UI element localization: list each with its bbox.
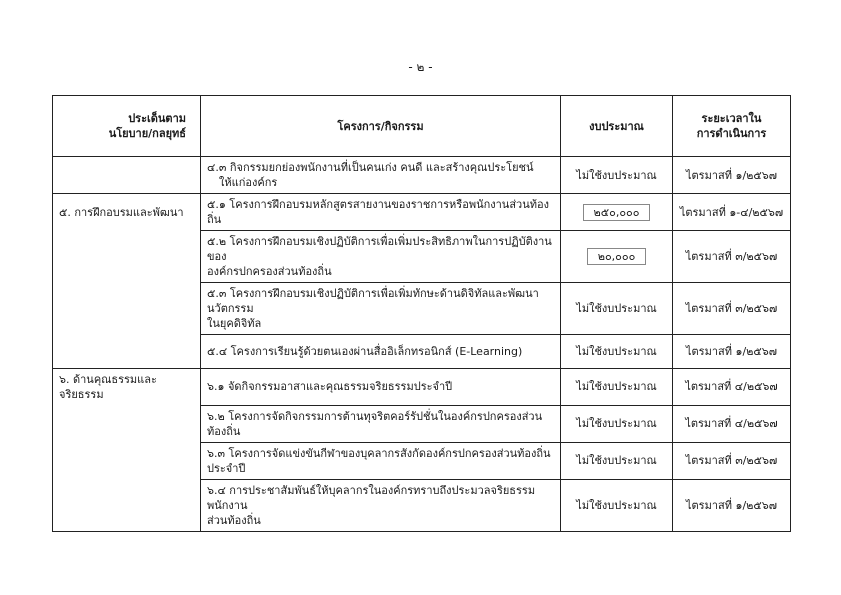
table-row [53, 283, 791, 335]
policy-cell [53, 157, 201, 194]
period-value: ไตรมาสที่ ๓/๒๕๖๗ [685, 302, 778, 315]
period-value: ไตรมาสที่ ๓/๒๕๖๗ [685, 250, 778, 263]
policy-cell: ๕. การฝึกอบรมและพัฒนา [53, 194, 201, 231]
policy-cell [53, 283, 201, 335]
budget-cell [561, 369, 673, 406]
project-cell [201, 369, 561, 406]
project-cell [201, 479, 561, 531]
table-row [53, 405, 791, 442]
page-number: - ๒ - [408, 60, 433, 74]
table-row [53, 442, 791, 479]
period-cell [673, 405, 791, 442]
budget-value: ไม่ใช้งบประมาณ [576, 345, 657, 358]
table-row [53, 369, 791, 406]
header-period: ระยะเวลาใน การดำเนินการ [673, 96, 791, 157]
project-text: ๔.๓ กิจกรรมยกย่องพนักงานที่เป็นคนเก่ง คนดี และสร้างคุณประโยชน์ [207, 161, 534, 174]
period-cell [673, 369, 791, 406]
budget-cell [561, 194, 673, 231]
plan-table [52, 95, 791, 532]
project-text: ๖.๔ การประชาสัมพันธ์ให้บุคลากรในองค์กรทราบถึงประมวลจริยธรรมพนักงาน [207, 483, 536, 512]
period-value: ไตรมาสที่ ๔/๒๕๖๗ [685, 380, 778, 394]
table-row [53, 479, 791, 531]
budget-value: ไม่ใช้งบประมาณ [576, 302, 657, 315]
project-cell [201, 335, 561, 369]
budget-cell [561, 442, 673, 479]
project-text: ๖.๒ โครงการจัดกิจกรรมการต้านทุจริตคอร์รัปชั่นในองค์กรปกครองส่วนท้องถิ่น [207, 409, 543, 438]
table-header-row [53, 96, 791, 157]
budget-value: ไม่ใช้งบประมาณ [576, 168, 657, 182]
budget-cell [561, 335, 673, 369]
budget-cell [561, 283, 673, 335]
budget-cell [561, 405, 673, 442]
policy-cell [53, 442, 201, 479]
project-cell [201, 283, 561, 335]
period-value: ไตรมาสที่ ๓/๒๕๖๗ [685, 454, 778, 467]
table-row [53, 194, 791, 231]
period-cell [673, 479, 791, 531]
period-value: ไตรมาสที่ ๑/๒๕๖๗ [686, 345, 777, 358]
project-text: ๖.๓ โครงการจัดแข่งขันกีฬาของบุคลากรสังกัดองค์กรปกครองส่วนท้องถิ่นประจำปี [207, 446, 551, 475]
period-cell [673, 283, 791, 335]
budget-cell [561, 231, 673, 283]
period-cell [673, 335, 791, 369]
budget-value: ๒๐,๐๐๐ [587, 248, 647, 265]
period-cell [673, 231, 791, 283]
policy-cell [53, 479, 201, 531]
budget-value: ๒๕๐,๐๐๐ [583, 204, 651, 221]
project-cell [201, 405, 561, 442]
project-text: ๖.๑ จัดกิจกรรมอาสาและคุณธรรมจริยธรรมประจำปี [207, 380, 453, 394]
project-cell [201, 194, 561, 231]
period-value: ไตรมาสที่ ๑/๒๕๖๗ [686, 168, 777, 182]
budget-cell [561, 157, 673, 194]
budget-cell [561, 479, 673, 531]
project-cell [201, 231, 561, 283]
policy-cell [53, 405, 201, 442]
policy-cell [53, 231, 201, 283]
project-text: ๕.๔ โครงการเรียนรู้ด้วยตนเองผ่านสื่ออิเล็กทรอนิกส์ (E-Learning) [207, 345, 523, 358]
header-policy: ประเด็นตาม นโยบาย/กลยุทธ์ [53, 96, 201, 157]
header-project: โครงการ/กิจกรรม [201, 96, 561, 157]
period-value: ไตรมาสที่ ๑/๒๕๖๗ [686, 498, 777, 512]
period-cell [673, 442, 791, 479]
budget-value: ไม่ใช้งบประมาณ [576, 454, 657, 467]
period-cell [673, 157, 791, 194]
project-text: ๕.๒ โครงการฝึกอบรมเชิงปฏิบัติการเพื่อเพิ่มประสิทธิภาพในการปฏิบัติงานของ [207, 235, 552, 263]
project-cell [201, 157, 561, 194]
project-text: ๕.๓ โครงการฝึกอบรมเชิงปฏิบัติการเพื่อเพิ่มทักษะด้านดิจิทัลและพัฒนานวัตกรรม [207, 287, 539, 315]
project-text-cont: ให้แก่องค์กร [219, 176, 278, 189]
budget-value: ไม่ใช้งบประมาณ [576, 417, 657, 430]
table-row [53, 157, 791, 194]
budget-value: ไม่ใช้งบประมาณ [576, 498, 657, 512]
period-cell [673, 194, 791, 231]
policy-cell: ๖. ด้านคุณธรรมและจริยธรรม [53, 369, 201, 406]
budget-value: ไม่ใช้งบประมาณ [576, 380, 657, 394]
policy-cell [53, 335, 201, 369]
project-text-cont: ส่วนท้องถิ่น [207, 513, 261, 527]
period-value: ไตรมาสที่ ๑-๔/๒๕๖๗ [679, 205, 784, 219]
header-budget: งบประมาณ [561, 96, 673, 157]
project-cell [201, 442, 561, 479]
table-row [53, 335, 791, 369]
project-text-cont: องค์กรปกครองส่วนท้องถิ่น [207, 265, 332, 278]
period-value: ไตรมาสที่ ๔/๒๕๖๗ [685, 417, 778, 430]
project-text-cont: ในยุคดิจิทัล [207, 317, 262, 330]
project-text: ๕.๑ โครงการฝึกอบรมหลักสูตรสายงานของราชการหรือพนักงานส่วนท้องถิ่น [207, 198, 549, 226]
table-row [53, 231, 791, 283]
